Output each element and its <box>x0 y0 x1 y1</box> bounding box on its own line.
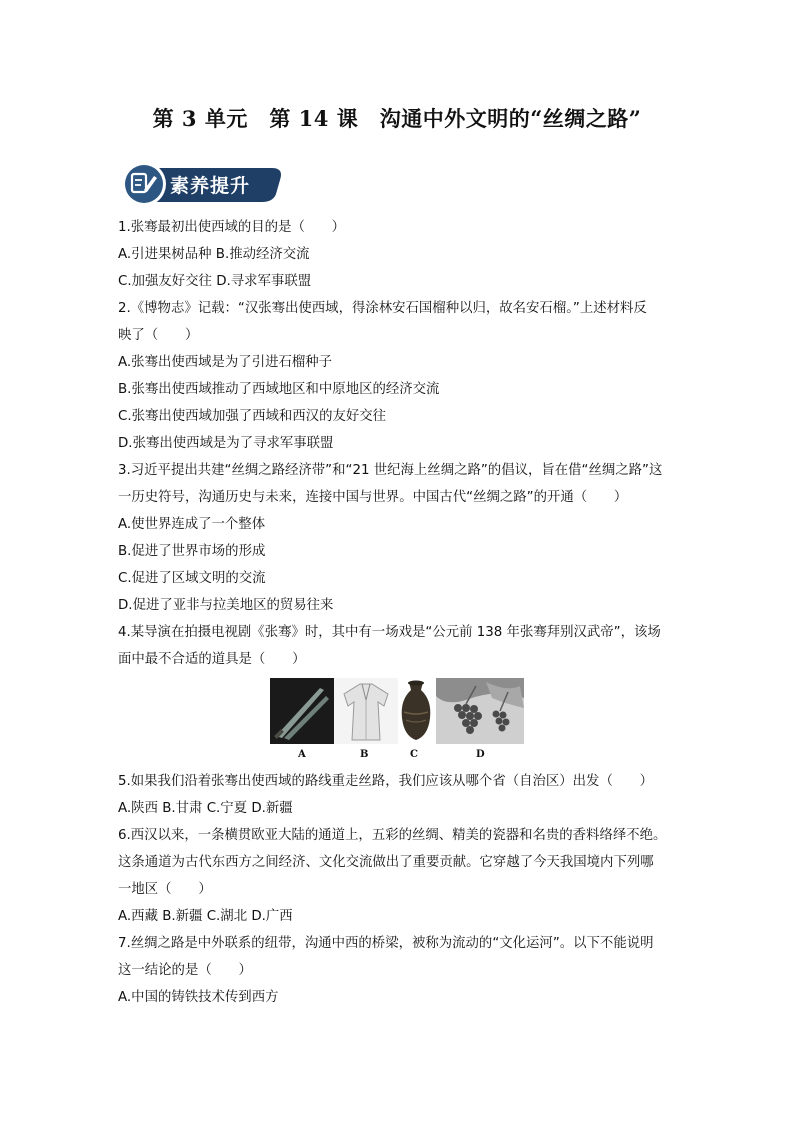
silk-robe-icon <box>334 678 398 744</box>
q1-options-cd: C.加强友好交往 D.寻求军事联盟 <box>118 274 312 289</box>
figure-label-b: B <box>360 749 369 760</box>
q4-stem-line2: 面中最不合适的道具是（ ） <box>118 652 306 667</box>
q2-option-c: C.张骞出使西域加强了西域和西汉的友好交往 <box>118 409 387 424</box>
photo-b <box>334 678 398 744</box>
figure-label-a: A <box>298 749 306 760</box>
figure-label-d: D <box>476 749 485 760</box>
q2-option-a: A.张骞出使西域是为了引进石榴种子 <box>118 355 333 370</box>
bronze-swords-icon <box>270 678 334 744</box>
banner-label: 素养提升 <box>170 175 251 197</box>
q7-stem-line2: 这一结论的是（ ） <box>118 963 252 978</box>
q2-option-d: D.张骞出使西域是为了寻求军事联盟 <box>118 436 334 451</box>
figure-label-c: C <box>410 749 418 760</box>
photo-c <box>398 678 434 744</box>
q1-stem: 1.张骞最初出使西域的目的是（ ） <box>118 220 346 235</box>
q6-stem-line3: 一地区（ ） <box>118 882 212 897</box>
q6-options: A.西藏 B.新疆 C.湖北 D.广西 <box>118 909 293 924</box>
page-title: 第 3 单元 第 14 课 沟通中外文明的“丝绸之路” <box>152 106 642 131</box>
q5-options: A.陕西 B.甘肃 C.宁夏 D.新疆 <box>118 801 293 816</box>
pottery-vase-icon <box>398 678 434 744</box>
q2-option-b: B.张骞出使西域推动了西域地区和中原地区的经济交流 <box>118 382 440 397</box>
q3-option-a: A.使世界连成了一个整体 <box>118 517 266 532</box>
q3-option-d: D.促进了亚非与拉美地区的贸易往来 <box>118 598 334 613</box>
q4-stem-line1: 4.某导演在拍摄电视剧《张骞》时，其中有一场戏是“公元前 138 年张骞拜别汉武帝”，该场 <box>118 625 661 640</box>
q7-option-a: A.中国的铸铁技术传到西方 <box>118 990 279 1005</box>
q2-stem-line2: 映了（ ） <box>118 328 199 343</box>
q3-stem-line2: 一历史符号，沟通历史与未来，连接中国与世界。中国古代“丝绸之路”的开通（ ） <box>118 490 628 505</box>
q6-stem-line1: 6.西汉以来，一条横贯欧亚大陆的通道上，五彩的丝绸、精美的瓷器和名贵的香料络绎不绝。 <box>118 828 667 843</box>
q3-stem-line1: 3.习近平提出共建“丝绸之路经济带”和“21 世纪海上丝绸之路”的倡议，旨在借“丝绸之路”这 <box>118 463 663 478</box>
q4-figure <box>270 678 526 768</box>
q1-options-ab: A.引进果树品种 B.推动经济交流 <box>118 247 310 262</box>
q5-stem: 5.如果我们沿着张骞出使西域的路线重走丝路，我们应该从哪个省（自治区）出发（ ） <box>118 774 654 789</box>
photo-d <box>436 678 524 744</box>
q2-stem-line1: 2.《博物志》记载：“汉张骞出使西域，得涂林安石国榴种以归，故名安石榴。”上述材料反 <box>118 301 647 316</box>
grapes-icon <box>436 678 524 744</box>
section-banner <box>120 160 284 208</box>
photo-a <box>270 678 334 744</box>
q7-stem-line1: 7.丝绸之路是中外联系的纽带，沟通中西的桥梁，被称为流动的“文化运河”。以下不能说明 <box>118 936 654 951</box>
q3-option-c: C.促进了区域文明的交流 <box>118 571 266 586</box>
q3-option-b: B.促进了世界市场的形成 <box>118 544 266 559</box>
q6-stem-line2: 这条通道为古代东西方之间经济、文化交流做出了重要贡献。它穿越了今天我国境内下列哪 <box>118 855 654 870</box>
